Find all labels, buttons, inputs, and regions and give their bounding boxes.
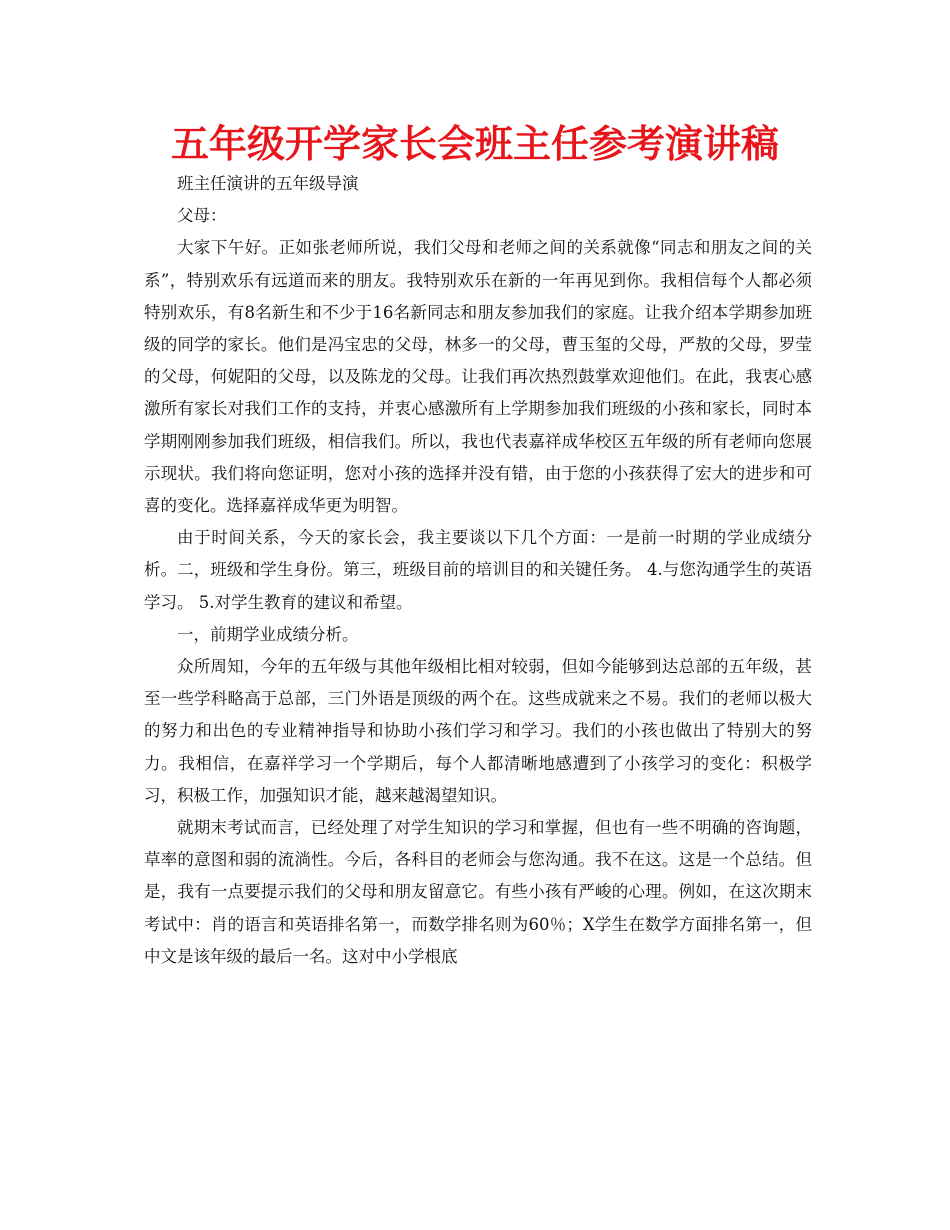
paragraph-final-exam: 就期末考试而言，已经处理了对学生知识的学习和掌握，但也有一些不明确的咨询题，草率的意图和弱的流淌性。今后，各科目的老师会与您沟通。我不在这。这是一个总结。但是，我有一点要提示我们的父母和朋友留意它。有些小孩有严峻的心理。例如，在这次期末考试中：肖的语言和英语排名第一，而数学排名则为60％；X学生在数学方面排名第一，但中文是该年级的最后一名。这对中小学根底 xyxy=(144,818,812,966)
document-title: 五年级开学家长会班主任参考演讲稿 xyxy=(170,122,779,166)
paragraph-subtitle: 班主任演讲的五年级导演 xyxy=(177,174,359,193)
paragraph-salutation: 父母： xyxy=(177,206,227,226)
paragraph-greeting: 大家下午好。正如张老师所说，我们父母和老师之间的关系就像“同志和朋友之间的关系”，特别欢乐有远道而来的朋友。我特别欢乐在新的一年再见到你。我相信每个人都必须特别欢乐，有8名新生和不少于16名新同志和朋友参加我们的家庭。让我介绍本学期参加班级的同学的家长。他们是冯宝忠的父母，林多一的父母，曹玉玺的父母，严敖的父母，罗莹的父母，何妮阳的父母，以及陈龙的父母。让我们再次热烈鼓掌欢迎他们。在此，我衷心感激所有家长对我们工作的支持，并衷心感激所有上学期参加我们班级的小孩和家长，同时本学期刚刚参加我们班级，相信我们。所以，我也代表嘉祥成华校区五年级的所有老师向您展示现状。我们将向您证明，您对小孩的选择并没有错，由于您的小孩获得了宏大的进步和可喜的变化。选择嘉祥成华更为明智。 xyxy=(144,238,812,516)
document-body xyxy=(144,168,812,973)
paragraph-performance: 众所周知，今年的五年级与其他年级相比相对较弱，但如今能够到达总部的五年级，甚至一些学科略高于总部，三门外语是顶级的两个在。这些成就来之不易。我们的老师以极大的努力和出色的专业精神指导和协助小孩们学习和学习。我们的小孩也做出了特别大的努力。我相信，在嘉祥学习一个学期后，每个人都清晰地感遭到了小孩学习的变化：积极学习，积极工作，加强知识才能，越来越渴望知识。 xyxy=(144,657,812,805)
paragraph-section-heading: 一，前期学业成绩分析。 xyxy=(177,624,359,644)
paragraph-agenda: 由于时间关系，今天的家长会，我主要谈以下几个方面：一是前一时期的学业成绩分析。二，班级和学生身份。第三，班级目前的培训目的和关键任务。 4.与您沟通学生的英语学习。 5.对学生教育的建议和希望。 xyxy=(144,528,812,612)
